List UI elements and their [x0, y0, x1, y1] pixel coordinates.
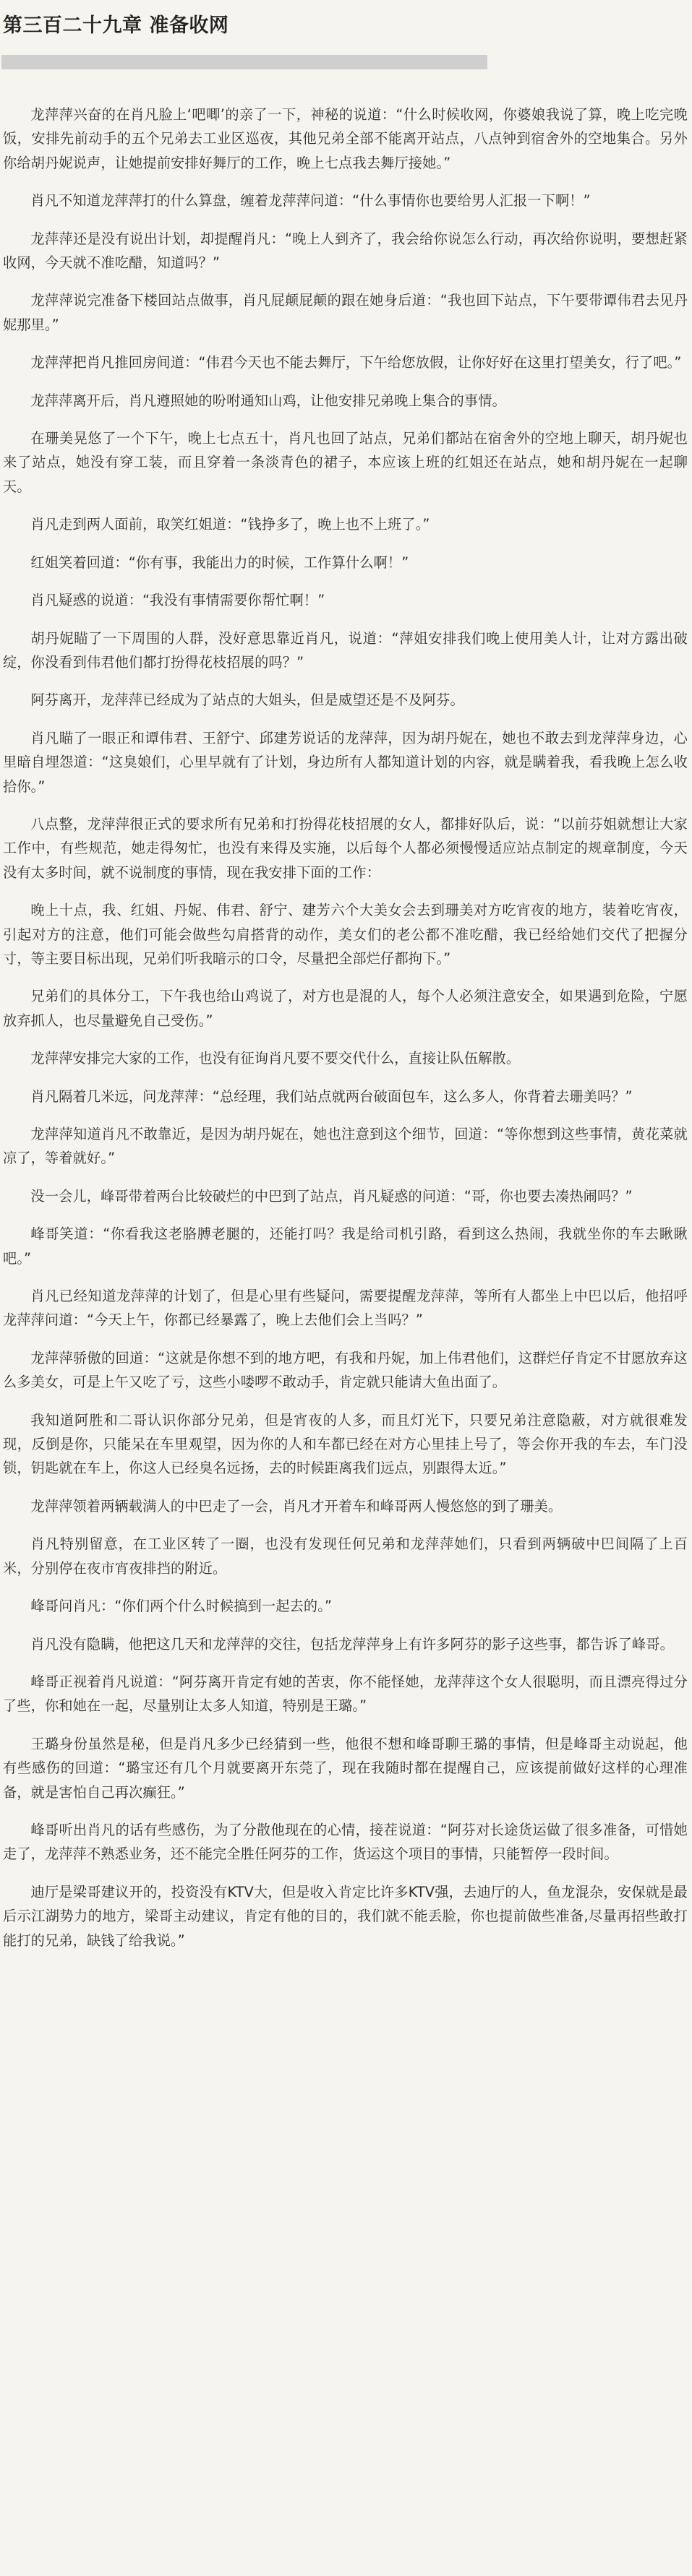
- chapter-paragraph: 龙萍萍骄傲的回道：“这就是你想不到的地方吧，有我和丹妮，加上伟君他们，这群烂仔肯定不甘愿放弃这么多美女，可是上午又吃了亏，这些小喽啰不敢动手，肯定就只能请大鱼出面了。: [3, 1349, 688, 1391]
- chapter-paragraph: 龙萍萍兴奋的在肖凡脸上‘吧唧’的亲了一下，神秘的说道：“什么时候收网，你婆娘我说了算，晚上吃完晚饭，安排先前动手的五个兄弟去工业区巡夜，其他兄弟全部不能离开站点，八点钟到宿舍外的空地集合。另外你给胡丹妮说声，让她提前安排好舞厅的工作，晚上七点我去舞厅接她。”: [3, 106, 688, 171]
- chapter-paragraph: 龙萍萍还是没有说出计划，却提醒肖凡：“晚上人到齐了，我会给你说怎么行动，再次给你说明，要想赶紧收网，今天就不准吃醋，知道吗？”: [3, 230, 688, 272]
- chapter-paragraph: 阿芬离开，龙萍萍已经成为了站点的大姐头，但是威望还是不及阿芬。: [30, 692, 464, 709]
- chapter-paragraph: 龙萍萍说完准备下楼回站点做事，肖凡屁颠屁颠的跟在她身后道：“我也回下站点，下午要带谭伟君去见丹妮那里。”: [3, 292, 688, 333]
- chapter-paragraph: 龙萍萍领着两辆载满人的中巴走了一会，肖凡才开着车和峰哥两人慢悠悠的到了珊美。: [30, 1497, 563, 1515]
- chapter-paragraph: 峰哥正视着肖凡说道：“阿芬离开肯定有她的苦衷，你不能怪她，龙萍萍这个女人很聪明，而且漂亮得过分了些，你和她在一起，尽量别让太多人知道，特别是王璐。”: [3, 1673, 688, 1715]
- chapter-paragraph: 龙萍萍把肖凡推回房间道：“伟君今天也不能去舞厅，下午给您放假，让你好好在这里打望美女，行了吧。”: [30, 354, 682, 371]
- chapter-paragraph: 肖凡没有隐瞒，他把这几天和龙萍萍的交往，包括龙萍萍身上有许多阿芬的影子这些事，都告诉了峰哥。: [30, 1635, 674, 1653]
- chapter-paragraph: 肖凡疑惑的说道：“我没有事情需要你帮忙啊！”: [30, 592, 325, 609]
- chapter-paragraph: 八点整，龙萍萍很正式的要求所有兄弟和打扮得花枝招展的女人，都排好队后，说：“以前芬姐就想让大家工作中，有些规范，她走得匆忙，也没有来得及实施，以后每个人都必须慢慢适应站点制定的规章制度，今天没有太多时间，就不说制度的事情，现在我安排下面的工作：: [3, 815, 688, 881]
- chapter-paragraph: 峰哥问肖凡：“你们两个什么时候搞到一起去的。”: [30, 1598, 333, 1615]
- chapter-paragraph: 龙萍萍离开后，肖凡遵照她的吩咐通知山鸡，让他安排兄弟晚上集合的事情。: [30, 392, 506, 409]
- chapter-paragraph: 红姐笑着回道：“你有事，我能出力的时候，工作算什么啊！”: [30, 553, 409, 571]
- chapter-paragraph: 我知道阿胜和二哥认识你部分兄弟，但是宵夜的人多，而且灯光下，只要兄弟注意隐蔽，对方就很难发现，反倒是你，只能呆在车里观望，因为你的人和车都已经在对方心里挂上号了，等会你开我的车去，车门没锁，钥匙就在车上，你这人已经臭名远扬，去的时候距离我们远点，别跟得太近。”: [3, 1411, 688, 1477]
- chapter-paragraph: 肖凡走到两人面前，取笑红姐道：“钱挣多了，晚上也不上班了。”: [30, 516, 430, 533]
- chapter-paragraph: 肖凡不知道龙萍萍打的什么算盘，缠着龙萍萍问道：“什么事情你也要给男人汇报一下啊！”: [30, 192, 591, 210]
- chapter-title: 第三百二十九章 准备收网: [3, 14, 229, 37]
- chapter-content: [0, 103, 692, 1952]
- chapter-paragraph: 峰哥笑道：“你看我这老胳膊老腿的，还能打吗？我是给司机引路，看到这么热闹，我就坐你的车去瞅瞅吧。”: [3, 1225, 688, 1267]
- chapter-paragraph: 迪厅是梁哥建议开的，投资没有KTV大，但是收入肯定比许多KTV强，去迪厅的人，鱼龙混杂，安保就是最后示江湖势力的地方，梁哥主动建议，肯定有他的目的，我们就不能丢脸，你也提前做些准备,尽量再招些敢打能打的兄弟，缺钱了给我说。”: [3, 1883, 688, 1949]
- chapter-paragraph: 晚上十点，我、红姐、丹妮、伟君、舒宁、建芳六个大美女会去到珊美对方吃宵夜的地方，装着吃宵夜，引起对方的注意，他们可能会做些勾肩搭背的动作，美女们的老公都不准吃醋，我已经给她们交代了把握分寸，等主要目标出现，兄弟们听我暗示的口令，尽量把全部烂仔都拘下。”: [3, 902, 688, 967]
- chapter-paragraph: 肖凡已经知道龙萍萍的计划了，但是心里有些疑问，需要提醒龙萍萍，等所有人都坐上中巴以后，他招呼龙萍萍问道：“今天上午，你都已经暴露了，晚上去他们会上当吗？”: [3, 1288, 688, 1329]
- chapter-paragraph: 兄弟们的具体分工，下午我也给山鸡说了，对方也是混的人，每个人必须注意安全，如果遇到危险，宁愿放弃抓人，也尽量避免自己受伤。”: [3, 988, 688, 1029]
- chapter-paragraph: 王璐身份虽然是秘，但是肖凡多少已经猜到一些，他很不想和峰哥聊王璐的事情，但是峰哥主动说起，他有些感伤的回道：“璐宝还有几个月就要离开东莞了，现在我随时都在提醒自己，应该提前做好这样的心理准备，就是害怕自己再次癫狂。”: [3, 1735, 688, 1801]
- chapter-paragraph: 肖凡瞄了一眼正和谭伟君、王舒宁、邱建芳说话的龙萍萍，因为胡丹妮在，她也不敢去到龙萍萍身边，心里暗自埋怨道：“这臭娘们，心里早就有了计划，身边所有人都知道计划的内容，就是瞒着我，看我晚上怎么收拾你。”: [3, 729, 688, 795]
- chapter-paragraph: 肖凡隔着几米远，问龙萍萍：“总经理，我们站点就两台破面包车，这么多人，你背着去珊美吗？”: [30, 1087, 633, 1105]
- title-divider-bar: [1, 55, 487, 69]
- chapter-paragraph: 龙萍萍安排完大家的工作，也没有征询肖凡要不要交代什么，直接让队伍解散。: [30, 1050, 521, 1067]
- chapter-paragraph: 没一会儿，峰哥带着两台比较破烂的中巴到了站点，肖凡疑惑的问道：“哥，你也要去凑热闹吗？”: [30, 1187, 633, 1205]
- chapter-paragraph: 峰哥听出肖凡的话有些感伤，为了分散他现在的心情，接茬说道：“阿芬对长途货运做了很多准备，可惜她走了，龙萍萍不熟悉业务，还不能完全胜任阿芬的工作，货运这个项目的事情，只能暂停一段时间。: [3, 1821, 688, 1863]
- chapter-paragraph: 在珊美晃悠了一个下午，晚上七点五十，肖凡也回了站点，兄弟们都站在宿舍外的空地上聊天，胡丹妮也来了站点，她没有穿工装，而且穿着一条淡青色的裙子，本应该上班的红姐还在站点，她和胡丹妮在一起聊天。: [3, 430, 688, 495]
- chapter-paragraph: 肖凡特别留意，在工业区转了一圈，也没有发现任何兄弟和龙萍萍她们，只看到两辆破中巴间隔了上百米，分别停在夜市宵夜排挡的附近。: [3, 1535, 688, 1577]
- chapter-paragraph: 龙萍萍知道肖凡不敢靠近，是因为胡丹妮在，她也注意到这个细节，回道：“等你想到这些事情，黄花菜就凉了，等着就好。”: [3, 1126, 688, 1167]
- chapter-paragraph: 胡丹妮瞄了一下周围的人群，没好意思靠近肖凡，说道：“萍姐安排我们晚上使用美人计，让对方露出破绽，你没看到伟君他们都打扮得花枝招展的吗？”: [3, 629, 688, 671]
